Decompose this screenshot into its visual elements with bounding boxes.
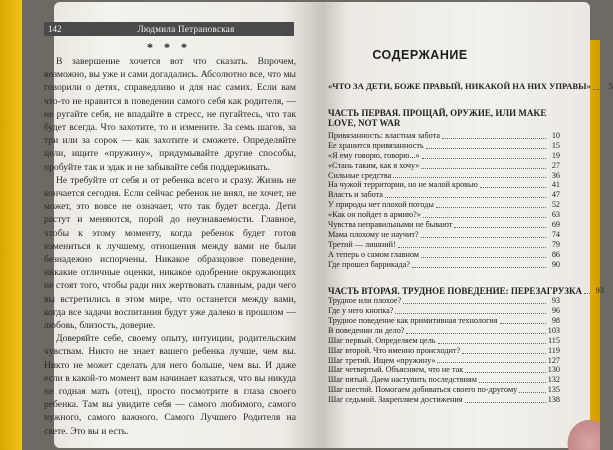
toc-entry-page: 27	[551, 160, 560, 170]
toc-entry	[328, 190, 560, 200]
part-title-row	[328, 285, 604, 297]
toc-entry	[328, 346, 560, 356]
toc-entry	[328, 240, 560, 250]
dot-leader	[442, 138, 546, 139]
dot-leader	[426, 148, 546, 149]
toc-entry-title: Шаг четвертый. Объясняем, что не так	[328, 365, 464, 375]
toc-entry-page: 93	[551, 296, 560, 306]
toc-entry-page: 63	[551, 210, 560, 220]
paragraph: Не требуйте от себя и от ребенка всего и сразу. Жизнь не кончается сегодня. Если сейчас ребенок не внял, не хочет, не может, это вовсе не означает, что так будет всегда. Дети растут и меняются, порой до неузнаваемости. Главное, чтобы к этому моменту, когда ребенок будет готов измениться к лучшему, отношения между вами не были безнадежно испорчены. Никакое образцовое поведение, никакие отличные оценки, никакое одобрение окружающих не стоят того, чтобы ради них жертвовать главным, ради чего вы встретились в этом мире, что останется между вами, когда все задачи воспитания будут уже далеко в прошлом — любовь, близость, доверие.	[44, 174, 296, 332]
toc-entry-page: 96	[551, 306, 560, 315]
table-of-contents	[328, 81, 613, 405]
dot-leader	[423, 217, 546, 218]
toc-entry-title: Шаг первый. Определяем цель	[328, 335, 436, 345]
toc-entry	[328, 395, 560, 405]
paragraph: Доверяйте себе, своему опыту, интуиции, родительским чувствам. Никто не знает вашего ребенка лучше, чем вы. Никто не может сделать для него больше, чем вы. И даже если в какой-то момент вам начинает казаться, что вы никуда не годная мать (отец), просто посмотрите в глаза своего ребенка. Там вы увидите себя — самого любимого, самого нужного, самого важного. Самого Лучшего Родителя на свете. Это вы и есть.	[44, 333, 296, 437]
toc-entry	[328, 210, 560, 220]
dot-leader	[422, 158, 546, 159]
toc-entry	[328, 260, 560, 270]
toc-entry	[328, 316, 560, 326]
toc-entry-page: 69	[551, 220, 560, 230]
toc-heading: СОДЕРЖАНИЕ	[372, 48, 468, 62]
toc-entry-title: Шаг пятый. Даем наступить последствиям	[328, 375, 477, 385]
toc-entry	[328, 151, 560, 161]
paragraph: В завершение хочется вот что сказать. Впрочем, возможно, вы уже и сами догадались. Абсолютно все, что мы говорили о детях, справедливо и для нас самих. Если вам что-то не нравится в поведении самого себя как родителя, — не ругайте себя, не впадайте в стресс, не пугайтесь, что так будет всегда. Что захотите, то и измените. За семь шагов, за три или за сорок — как захотите и сможете. Определяйте цели, ищите «пружину», придумывайте другие способы, пробуйте так и эдак и не забывайте себя поддерживать.	[44, 56, 296, 173]
dot-leader	[593, 89, 599, 90]
toc-entry-title: Чувства неправильными не бывают	[328, 220, 453, 230]
part-title: ЧАСТЬ ПЕРВАЯ. ПРОЩАЙ, ОРУЖИЕ, ИЛИ MAKE LOVE, NOT WAR	[328, 107, 547, 129]
toc-entry-title: «Стань таким, как я хочу»	[328, 160, 420, 170]
finger	[564, 416, 600, 450]
toc-entry-page: 47	[551, 190, 560, 200]
toc-entry	[328, 296, 560, 306]
toc-entry	[328, 131, 560, 141]
toc-entry-title: «ЧТО ЗА ДЕТИ, БОЖЕ ПРАВЫЙ, НИКАКОЙ НА НИХ УПРАВЫ»	[328, 81, 591, 91]
part-title: ЧАСТЬ ВТОРАЯ. ТРУДНОЕ ПОВЕДЕНИЕ: ПЕРЕЗАГРУЗКА	[328, 285, 582, 296]
toc-entry-title: «Как он пойдет в армию?»	[328, 210, 421, 220]
toc-entry	[328, 230, 560, 240]
toc-entry-page: 15	[551, 140, 560, 150]
toc-entry-page: 115	[548, 335, 560, 345]
toc-entry-title: Третий — лишний!	[328, 239, 396, 249]
toc-entry-page: 19	[551, 150, 560, 160]
toc-list	[328, 131, 560, 270]
dot-leader	[398, 247, 546, 248]
toc-entry	[328, 220, 560, 230]
dot-leader	[454, 227, 546, 228]
dot-leader	[584, 293, 590, 294]
toc-entry	[328, 336, 560, 346]
dot-leader	[406, 333, 545, 334]
toc-entry-page: 79	[551, 239, 560, 249]
toc-entry	[328, 306, 560, 316]
dot-leader	[519, 392, 546, 393]
dot-leader	[403, 303, 546, 304]
toc-entry-title: Ее хранится привязанность	[328, 140, 424, 150]
toc-entry-title: Мама плохому не научит?	[328, 229, 419, 239]
toc-entry-title: Шаг шестой. Помогаем добиваться своего по-другому	[328, 385, 518, 395]
toc-entry	[328, 385, 560, 395]
toc-entry-title: Привязанность: властная забота	[328, 130, 440, 140]
toc-entry-title: «Я ему говорю, говорю...»	[328, 150, 420, 160]
toc-entry-title: В поведении ли дело?	[328, 325, 405, 335]
toc-entry-page: 127	[547, 355, 560, 365]
dot-leader	[421, 237, 546, 238]
dot-leader	[421, 257, 546, 258]
dot-leader	[465, 372, 545, 373]
toc-entry-page: 5	[608, 82, 613, 91]
toc-entry-page: 41	[551, 180, 560, 190]
dot-leader	[395, 313, 546, 314]
toc-entry	[328, 326, 560, 336]
toc-entry-page: 119	[548, 345, 560, 355]
toc-entry-title: А теперь о самом главном	[328, 249, 419, 259]
toc-entry	[328, 171, 560, 181]
toc-entry-page: 86	[551, 249, 560, 259]
toc-entry	[328, 250, 560, 260]
dot-leader	[385, 197, 546, 198]
toc-entry-page: 52	[551, 200, 560, 210]
toc-entry-title: Шаг третий. Ищем «пружину»	[328, 355, 436, 365]
dot-leader	[437, 362, 545, 363]
toc-entry-title: На чужой территории, но не малой кровью	[328, 180, 478, 190]
body-text	[44, 55, 296, 438]
dot-leader	[412, 267, 546, 268]
section-divider: * * *	[147, 40, 191, 54]
toc-entry	[328, 141, 560, 151]
toc-entry-page: 90	[551, 259, 560, 269]
dot-leader	[421, 168, 546, 169]
toc-entry-page: 93	[595, 286, 604, 296]
toc-entry	[328, 161, 560, 171]
toc-intro	[328, 81, 613, 92]
dot-leader	[500, 323, 546, 324]
toc-entry-title: Шаг второй. Что именно происходит?	[328, 345, 461, 355]
dot-leader	[479, 382, 546, 383]
author-name: Людмила Петрановская	[137, 24, 235, 34]
toc-entry-title: Трудное поведение как примитивная технология	[328, 315, 498, 325]
toc-entry	[328, 365, 560, 375]
toc-entry-page: 130	[547, 365, 560, 375]
toc-entry-page: 98	[551, 315, 560, 325]
toc-entry-page: 138	[547, 395, 560, 405]
dot-leader	[393, 177, 546, 178]
toc-entry-title: Шаг седьмой. Закрепляем достижения	[328, 395, 463, 405]
toc-entry-page: 10	[551, 130, 560, 140]
toc-entry-title: Трудное или плохое?	[328, 296, 402, 306]
toc-entry-page: 74	[551, 229, 560, 239]
dot-leader	[438, 343, 546, 344]
toc-entry	[328, 180, 560, 190]
toc-entry-page: 36	[551, 170, 560, 180]
dot-leader	[480, 187, 546, 188]
toc-entry-page: 103	[547, 325, 560, 335]
dot-leader	[462, 353, 546, 354]
page-number: 142	[48, 24, 62, 34]
dot-leader	[465, 402, 546, 403]
toc-entry-title: Сильные средства	[328, 170, 392, 180]
dot-leader	[436, 207, 546, 208]
toc-entry-title: Где у него кнопка?	[328, 306, 394, 315]
toc-entry-page: 132	[547, 375, 560, 385]
toc-entry-title: Где прошел баррикада?	[328, 259, 410, 269]
toc-entry-page: 135	[547, 385, 560, 395]
toc-entry	[328, 356, 560, 366]
toc-list	[328, 296, 560, 405]
toc-entry	[328, 200, 560, 210]
toc-entry-title: Власть и забота	[328, 190, 383, 200]
toc-entry-title: У природы нет плохой погоды	[328, 200, 434, 210]
running-header	[44, 22, 294, 36]
toc-entry	[328, 375, 560, 385]
